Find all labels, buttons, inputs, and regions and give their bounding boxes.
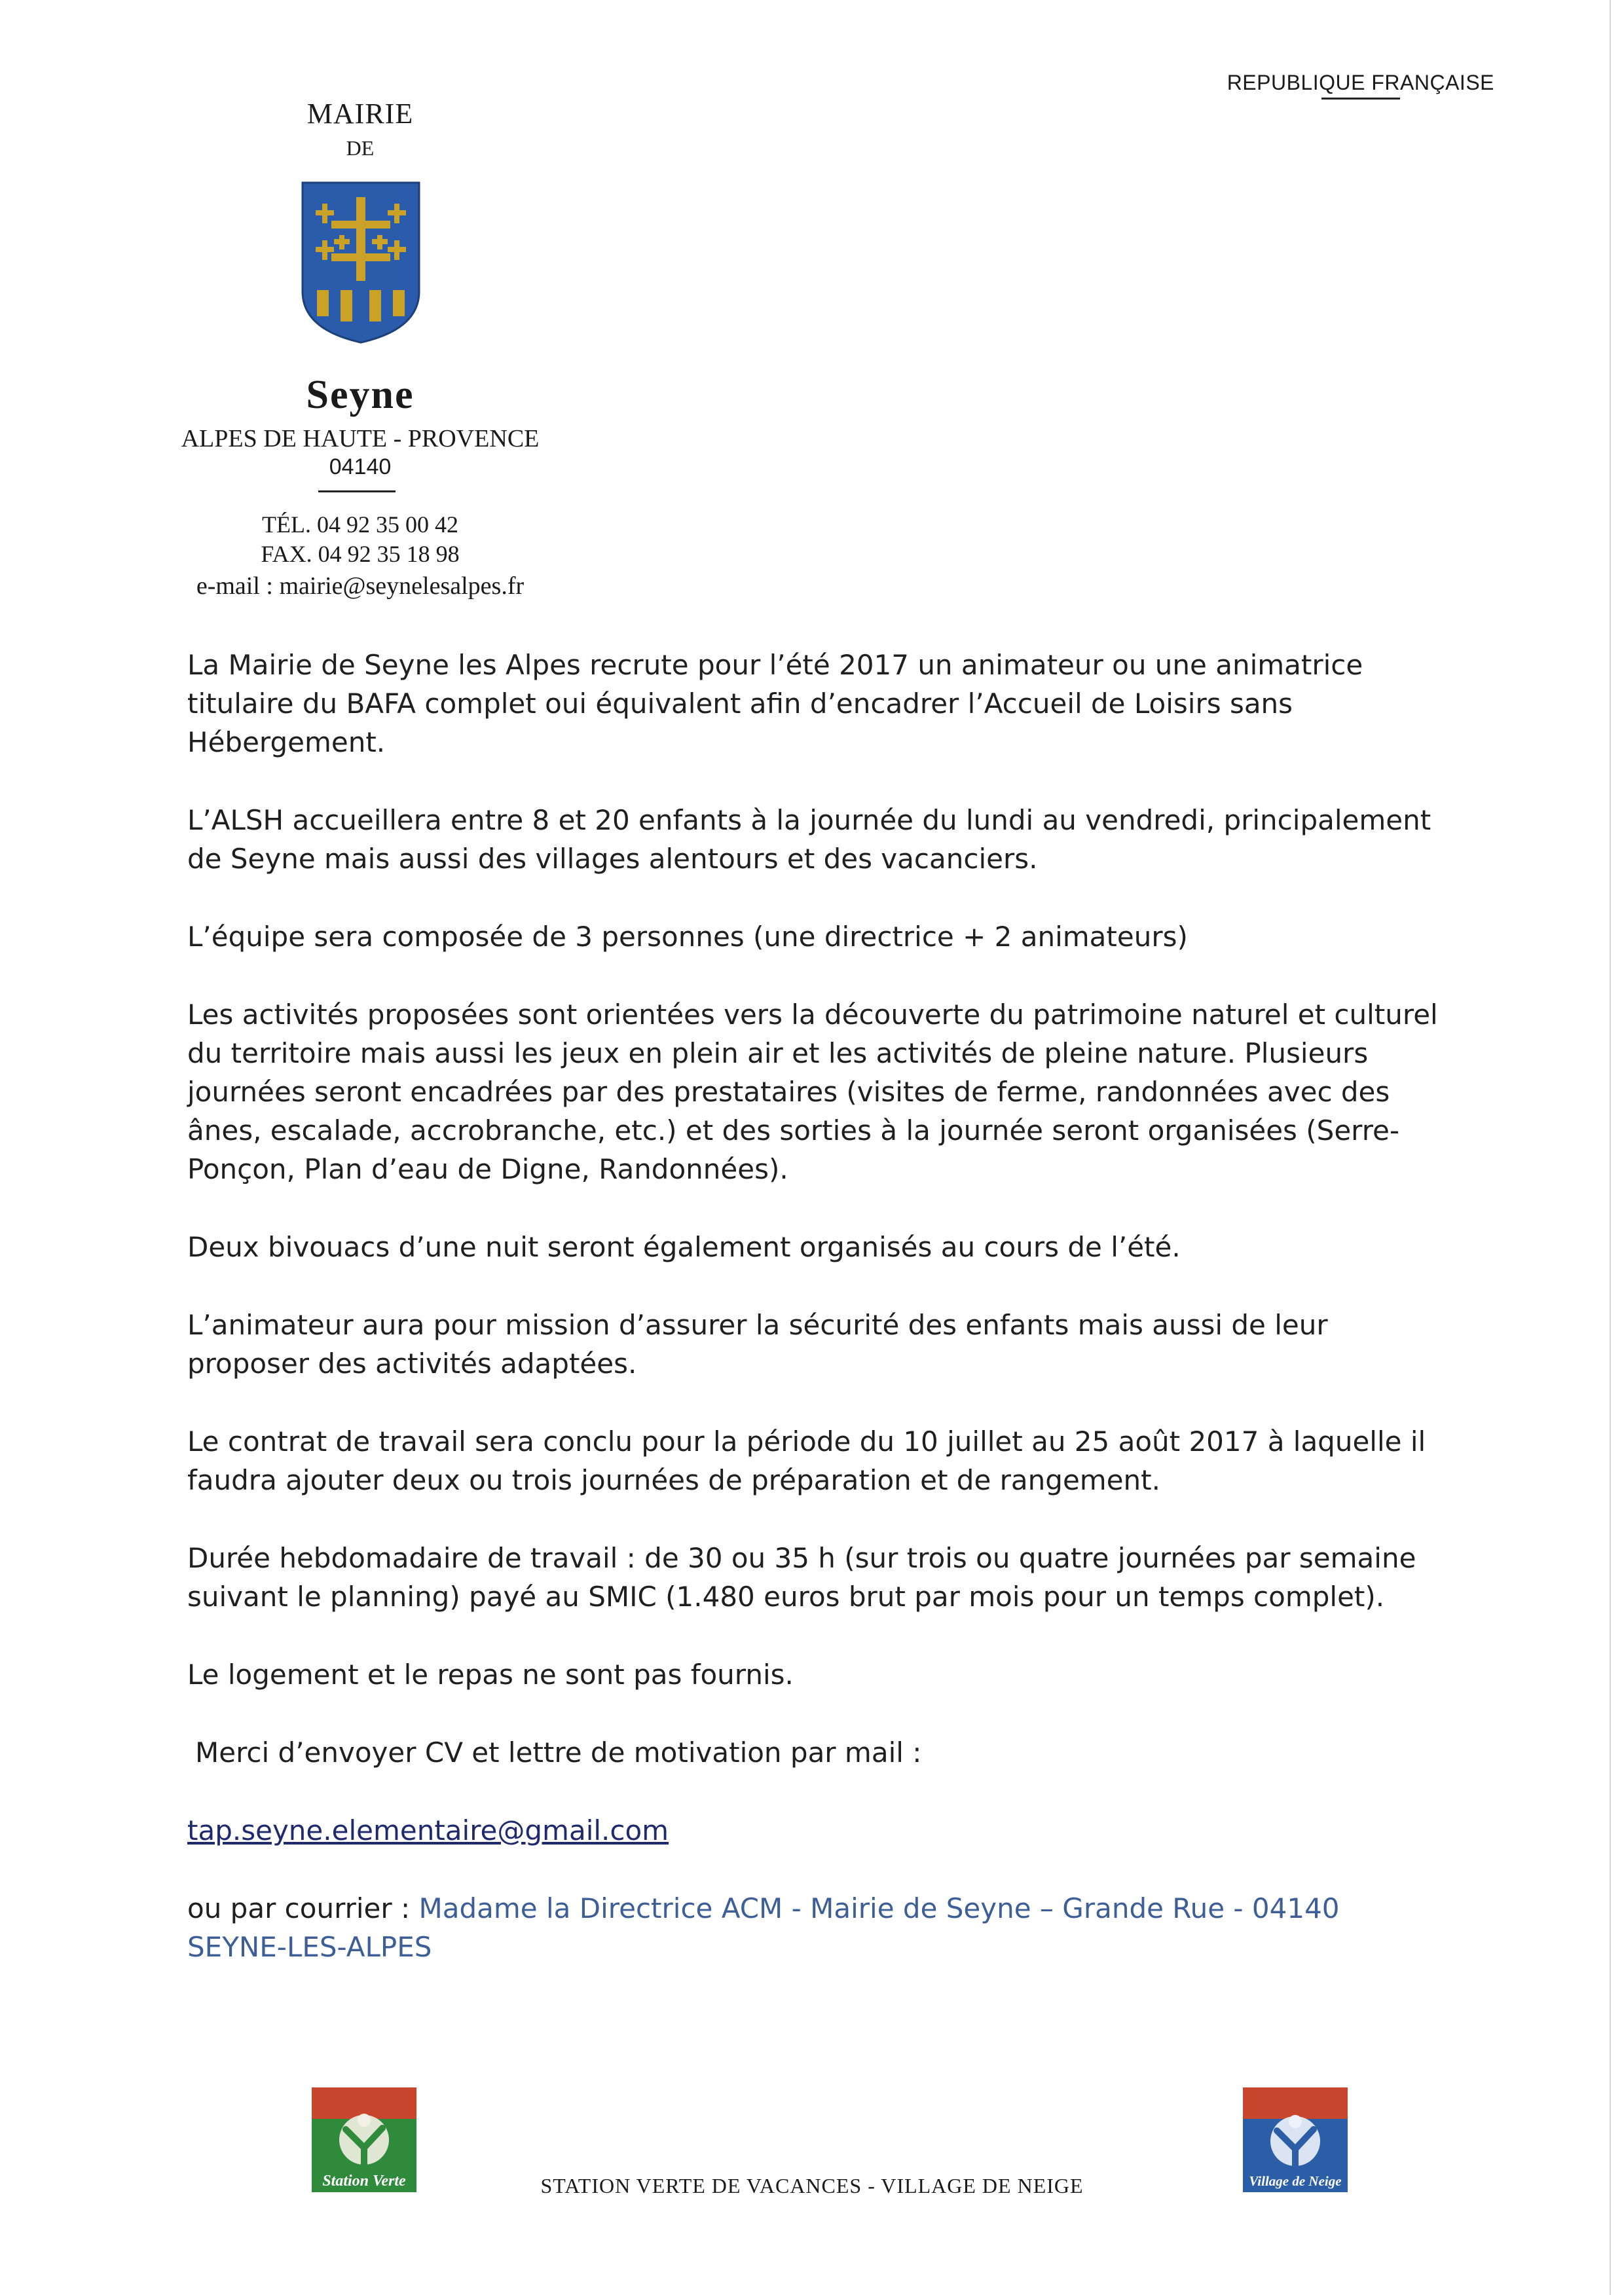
paragraph-email	[187, 1811, 1445, 1850]
coat-of-arms-icon	[300, 180, 422, 345]
de-label: DE	[346, 136, 375, 160]
paragraph-apply: Merci d’envoyer CV et lettre de motivation par mail :	[195, 1736, 922, 1769]
courier-address: Madame la Directrice ACM - Mairie de Seyne – Grande Rue - 04140 SEYNE-LES-ALPES	[187, 1892, 1340, 1963]
village-de-neige-logo-text: Village de Neige	[1249, 2173, 1342, 2189]
paragraph-hours: Durée hebdomadaire de travail : de 30 ou 35 h (sur trois ou quatre journées par semaine suivant le planning) payé au SMIC (1.480 euros brut par mois pour un temps complet).	[187, 1542, 1416, 1613]
letter-body	[187, 646, 1445, 2006]
paragraph-mission: L’animateur aura pour mission d’assurer la sécurité des enfants mais aussi de leur proposer des activités adaptées.	[187, 1309, 1328, 1380]
paragraph-recruitment: La Mairie de Seyne les Alpes recrute pour l’été 2017 un animateur ou une animatrice titulaire du BAFA complet oui équivalent afin d’encadrer l’Accueil de Loisirs sans Hébergement.	[187, 649, 1363, 758]
postal-code: 04140	[329, 454, 392, 479]
fax-number: FAX. 04 92 35 18 98	[261, 541, 460, 567]
paragraph-courier	[187, 1889, 1445, 1966]
courier-prefix: ou par courrier :	[187, 1892, 419, 1924]
mairie-email: e-mail : mairie@seynelesalpes.fr	[196, 572, 525, 600]
paragraph-contract: Le contrat de travail sera conclu pour la période du 10 juillet au 25 août 2017 à laquelle il faudra ajouter deux ou trois journées de préparation et de rangement.	[187, 1425, 1426, 1496]
postal-rule	[318, 490, 396, 492]
footer-station-text: STATION VERTE DE VACANCES - VILLAGE DE NEIGE	[540, 2174, 1084, 2197]
paragraph-activities: Les activités proposées sont orientées vers la découverte du patrimoine naturel et culturel du territoire mais aussi les jeux en plein air et les activités de pleine nature. Plusieurs journées seront encadrées par des prestataires (visites de ferme, randonnées avec des ânes, escalade, accrobranche, etc.) et des sorties à la journée seront organisées (Serre-Ponçon, Plan d’eau de Digne, Randonnées).	[187, 999, 1438, 1185]
telephone-number: TÉL. 04 92 35 00 42	[262, 511, 458, 538]
town-name: Seyne	[306, 373, 415, 417]
paragraph-alsh: L’ALSH accueillera entre 8 et 20 enfants à la journée du lundi au vendredi, principalement de Seyne mais aussi des villages alentours et des vacanciers.	[187, 804, 1431, 875]
page-edge-divider	[1610, 0, 1611, 2295]
republique-text: REPUBLIQUE FRANÇAISE	[1227, 71, 1494, 94]
republique-header	[1227, 71, 1494, 100]
mairie-label: MAIRIE	[306, 98, 414, 130]
republique-rule	[1321, 98, 1400, 100]
department-name: ALPES DE HAUTE - PROVENCE	[181, 425, 540, 452]
paragraph-bivouacs: Deux bivouacs d’une nuit seront également organisés au cours de l’été.	[187, 1231, 1181, 1263]
contact-email-link[interactable]: tap.seyne.elementaire@gmail.com	[187, 1814, 669, 1846]
station-verte-logo-text: Station Verte	[322, 2173, 406, 2190]
paragraph-housing: Le logement et le repas ne sont pas fournis.	[187, 1659, 794, 1691]
mairie-letterhead	[0, 0, 720, 615]
paragraph-team: L’équipe sera composée de 3 personnes (une directrice + 2 animateurs)	[187, 921, 1188, 953]
